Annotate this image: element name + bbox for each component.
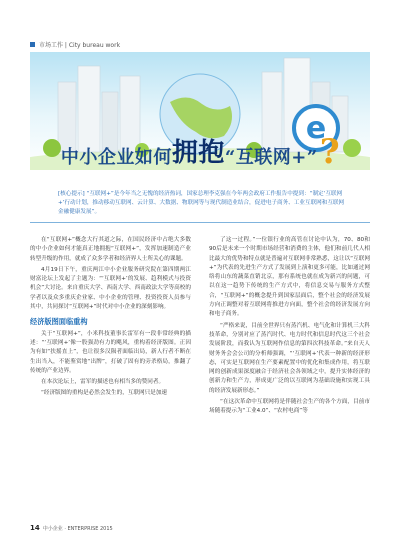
subheading: 经济版图面临重构 [30,317,88,327]
section-label: 市场工作 | City bureau work [39,42,121,49]
footer-source: 中小企业 · ENTERPRISE 2015 [42,525,113,532]
headline-emphasis: 拥抱 [171,138,225,168]
paragraph: 4月19日下午，重庆两江中小企业服务研究院在第四期两江财富论坛上发起了主题为：“‘互联网+’的发展、趋利模式与投资机会”大讨论。来自重庆大学、西南大学、西南政法大学等高校的学者以及众多重庆企业家、中小企业的管理、投资投资人员参与其中，共同探讨“互联网+”时代对中小企业的深刻影响。 [30,266,191,311]
column-right [209,236,370,419]
paragraph: 关于“互联网+”，小米科技董事长雷军有一段非常经典的描述：“‘互联网+’像一股强劲有力的飓风，重构着经济版图。正因为有如“扶摇直上”，也让很多汉陨者面临出局，新人行者不断在生出当入，不能鉴赏地“出牌”，打破了固有的旁杀格局，推翻了传统的产业边界。 [30,330,191,374]
page-number: 14 [30,524,40,532]
section-header [30,40,120,49]
svg-text:e: e [305,111,327,146]
paragraph: 了这一过程。”一位银行业的高管在讨论中认为，70、80和90后是未来一个时期市场经营和消费的主体，他们和前几代人相比最大的优势和特点就是普遍对互联网非常熟悉，这让以“互联网+”为代表的先进生产方式了发展到上演和更多可能，比如通过网络将山东的蔬菜直销北京，那有系统也就在成为新兴的问题，可以在这一趋势下传统的生产方式中，将信息交易与服务方式整合，“互联网+”的概念提升到国家层面后，整个社会的经济发展方向正调整对着互联网将推进方向面，整个社会的经济发展方向和电子商务。 [209,237,370,318]
paragraph: “严格来说，目前全世界只有蒸汽机、电气化和计算机三大科技革命，分别对应了蒸汽时代、电力时代和信息时代这三个社会发展阶段，而我认为互联网作信息的第四次科技革命。”来自天人财务务会会公司的分析师强调，“‘互联网+’代表一种新的经济形态，可实是互联网在生产要素配置中的优化和集成作用，将互联网的创新成果深度融合于经济社会各领域之中，提升实体经济的创新力和生产力，形成更广泛的以互联网为基础设施和实现工具的经济发展新形态。” [209,322,370,394]
question-mark-icon: ? [319,132,341,172]
headline [0,132,401,172]
divider [30,222,370,223]
paragraph: 在本次论坛上，雷军的描述也有相当多的赞同者。 [41,379,165,386]
article-body [30,236,370,419]
headline-part2: “互联网+” [224,147,318,168]
page-footer [30,524,113,532]
column-left [30,236,191,419]
section-square-icon [30,42,35,47]
paragraph: “经济版图的重构是必然会发生的，互联网只是加速 [41,390,167,397]
headline-part1: 中小企业如何 [60,147,172,168]
paragraph: “在这次革命中互联网将是伴随社会生产的各个方面，目前市场随着提示为“工业4.0”、“农村电商”等 [209,399,370,415]
lead-summary: [核心提示] “互联网+”是今年当之无愧的经济热词，国家总理李克强在今年两会政府工作报告中提到：“制定‘互联网+’行动计划，推动移动互联网、云计算、大数据、物联网等与现代制造业结合，促进电子商务、工业互联网和互联网金融健康发展”。 [58,191,345,215]
paragraph: 在“互联网+”概念大行其道之际，在国民经济中占绝大多数的中小企业如何才能真正地拥抱“互联网+”，发挥加速制造产业转型升级的作用，就成了众多学者和经济界人士所关心的课题。 [30,237,191,262]
